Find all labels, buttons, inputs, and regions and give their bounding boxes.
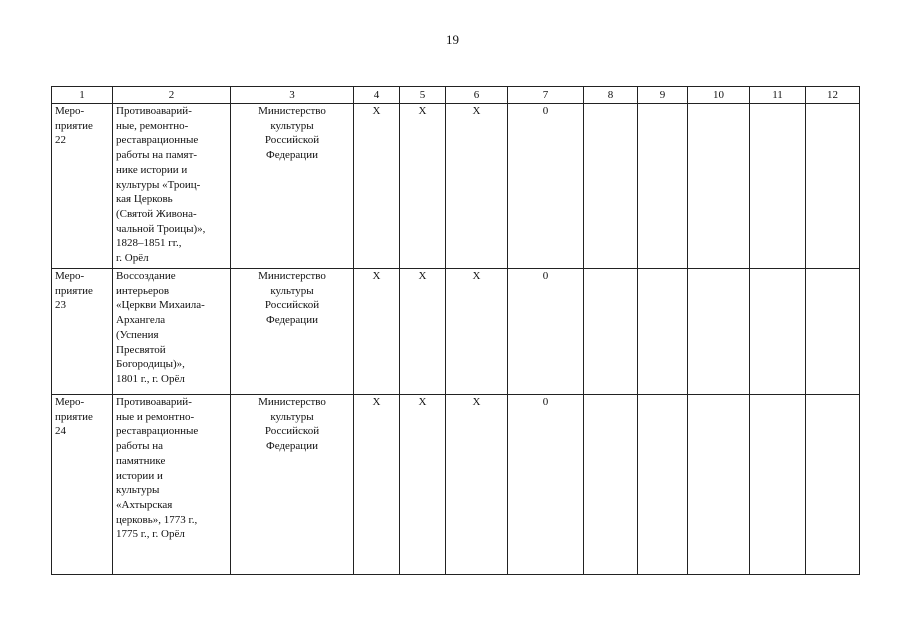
event-cell: Меро- приятие 24 (52, 395, 113, 575)
column-header: 12 (806, 87, 860, 104)
value-cell (638, 395, 688, 575)
value-cell (638, 104, 688, 269)
object-cell: Воссоздание интерьеров «Церкви Михаила- Архангела (Успения Пресвятой Богородицы)», 1801 г., г. Орёл (113, 269, 231, 395)
value-cell: Х (354, 269, 400, 395)
value-cell (750, 269, 806, 395)
column-header: 6 (446, 87, 508, 104)
value-cell (750, 395, 806, 575)
column-header: 5 (400, 87, 446, 104)
value-cell: Х (400, 269, 446, 395)
value-cell: Х (446, 395, 508, 575)
value-cell: Х (400, 104, 446, 269)
table-row (52, 395, 860, 575)
column-header: 4 (354, 87, 400, 104)
value-cell: Х (400, 395, 446, 575)
value-cell: 0 (508, 395, 584, 575)
page-number: 19 (446, 32, 459, 47)
column-header: 10 (688, 87, 750, 104)
column-header: 9 (638, 87, 688, 104)
value-cell: Х (354, 104, 400, 269)
table-row (52, 104, 860, 269)
column-header: 2 (113, 87, 231, 104)
value-cell (806, 395, 860, 575)
value-cell (688, 395, 750, 575)
column-header: 1 (52, 87, 113, 104)
object-cell: Противоаварий- ные и ремонтно- реставрационные работы на памятнике истории и культуры «Ахтырская церковь», 1773 г., 1775 г., г. Орёл (113, 395, 231, 575)
column-header: 11 (750, 87, 806, 104)
executor-cell: Министерство культуры Российской Федерации (231, 395, 354, 575)
event-cell: Меро- приятие 22 (52, 104, 113, 269)
value-cell (688, 104, 750, 269)
table-row (52, 269, 860, 395)
value-cell: Х (354, 395, 400, 575)
object-cell: Противоаварий- ные, ремонтно- реставрационные работы на памят- нике истории и культуры «Троиц- кая Церковь (Святой Живона- чальной Троицы)», 1828–1851 гг., г. Орёл (113, 104, 231, 269)
value-cell (584, 395, 638, 575)
value-cell (750, 104, 806, 269)
value-cell (688, 269, 750, 395)
value-cell (806, 104, 860, 269)
value-cell: Х (446, 269, 508, 395)
value-cell (584, 269, 638, 395)
value-cell: Х (446, 104, 508, 269)
header-row (52, 87, 860, 104)
value-cell (584, 104, 638, 269)
executor-cell: Министерство культуры Российской Федерации (231, 104, 354, 269)
column-header: 3 (231, 87, 354, 104)
value-cell (638, 269, 688, 395)
measures-table (51, 86, 860, 575)
value-cell: 0 (508, 269, 584, 395)
column-header: 8 (584, 87, 638, 104)
event-cell: Меро- приятие 23 (52, 269, 113, 395)
column-header: 7 (508, 87, 584, 104)
executor-cell: Министерство культуры Российской Федерации (231, 269, 354, 395)
value-cell (806, 269, 860, 395)
value-cell: 0 (508, 104, 584, 269)
